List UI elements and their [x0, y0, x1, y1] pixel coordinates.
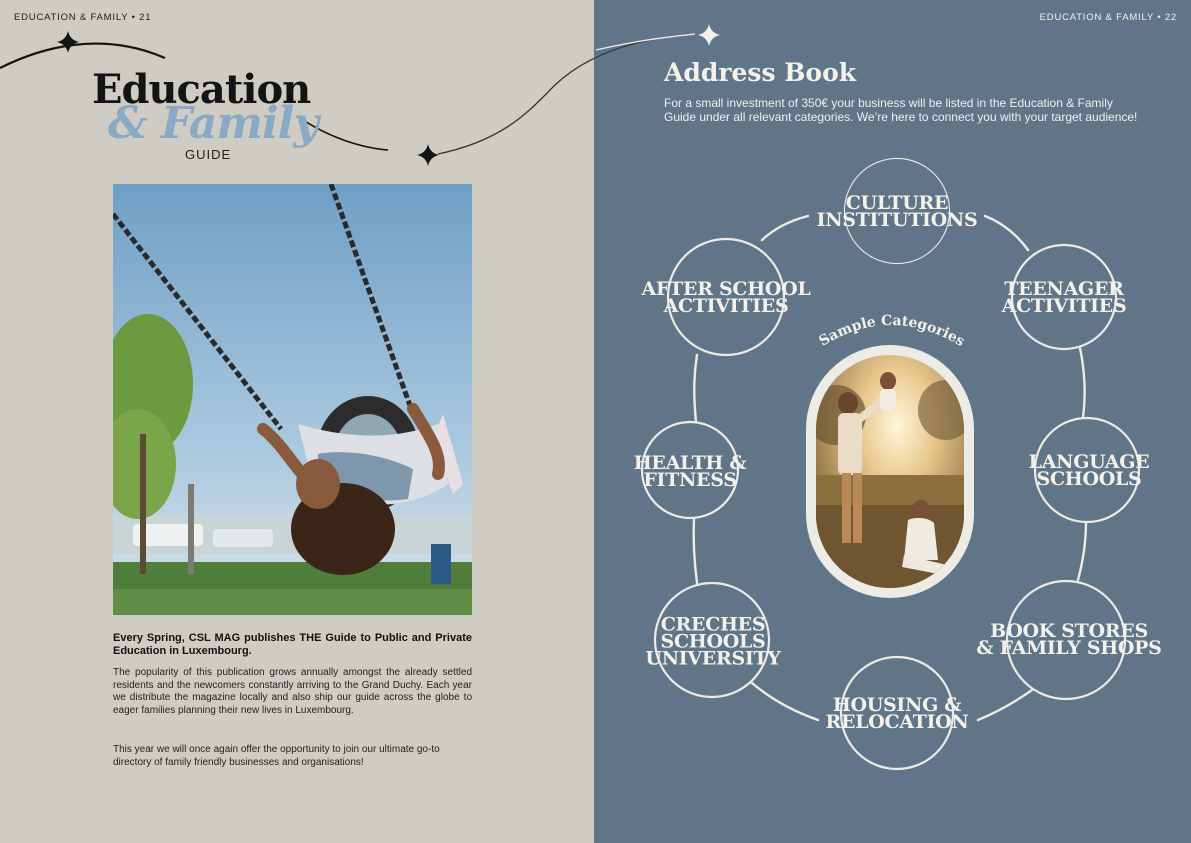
category-line: RELOCATION	[825, 711, 969, 733]
category-line: INSTITUTIONS	[816, 209, 978, 231]
category-line: FITNESS	[643, 469, 737, 491]
category-line: TEENAGER	[1004, 278, 1124, 300]
logo-guide: GUIDE	[185, 147, 232, 162]
swing-photo	[113, 184, 472, 615]
right-folio: EDUCATION & FAMILY • 22	[1039, 12, 1177, 23]
logo-family: & Family	[108, 98, 318, 149]
category-creches-schools-university	[645, 613, 781, 670]
category-line: CULTURE	[845, 192, 949, 214]
lead-paragraph: Every Spring, CSL MAG publishes THE Guide to Public and Private Education in Luxembourg.	[113, 632, 472, 657]
category-language-schools	[1028, 451, 1150, 490]
category-line: CRECHES	[660, 613, 766, 636]
body-paragraph-1: The popularity of this publication grows annually amongst the already settled residents and the newcomers constantly arriving to the Grand Duchy. Each year we distribute the magazine locally and also ship our guide across the globe to eager families planning their new lives in Luxembourg.	[113, 667, 472, 716]
sample-categories-label	[800, 300, 980, 360]
family-photo	[816, 355, 964, 588]
left-folio: EDUCATION & FAMILY • 21	[14, 12, 152, 23]
logo-education: Education	[92, 66, 311, 113]
category-after-school-activities	[641, 278, 811, 317]
address-book-title: Address Book	[664, 58, 857, 87]
svg-text:Sample Categories	[816, 313, 967, 350]
category-line: SCHOOLS	[660, 630, 766, 653]
category-line: BOOK STORES	[990, 620, 1148, 642]
category-line: HEALTH &	[633, 452, 747, 474]
category-housing-relocation	[825, 694, 969, 733]
family-photo-frame	[806, 345, 974, 598]
category-line: & FAMILY SHOPS	[976, 637, 1162, 659]
category-line: ACTIVITIES	[1001, 295, 1127, 317]
address-book-intro: For a small investment of 350€ your business will be listed in the Education & Family Guide under all relevant categories. We’re here to connect you with your target audience!	[664, 96, 1138, 124]
category-health-fitness	[633, 452, 747, 491]
category-book-stores-family-shops	[976, 620, 1162, 659]
category-line: AFTER SCHOOL	[641, 278, 811, 300]
category-teenager-activities	[1001, 278, 1127, 317]
category-line: UNIVERSITY	[645, 647, 781, 670]
category-line: HOUSING &	[832, 694, 962, 716]
category-line: ACTIVITIES	[663, 295, 789, 317]
body-paragraph-2: This year we will once again offer the opportunity to join our ultimate go-to directory of family friendly businesses and organisations!	[113, 744, 440, 768]
category-culture-institutions	[816, 192, 978, 231]
category-line: SCHOOLS	[1036, 468, 1142, 490]
category-line: LANGUAGE	[1028, 451, 1150, 473]
sample-categories-text: Sample Categories	[816, 312, 968, 350]
